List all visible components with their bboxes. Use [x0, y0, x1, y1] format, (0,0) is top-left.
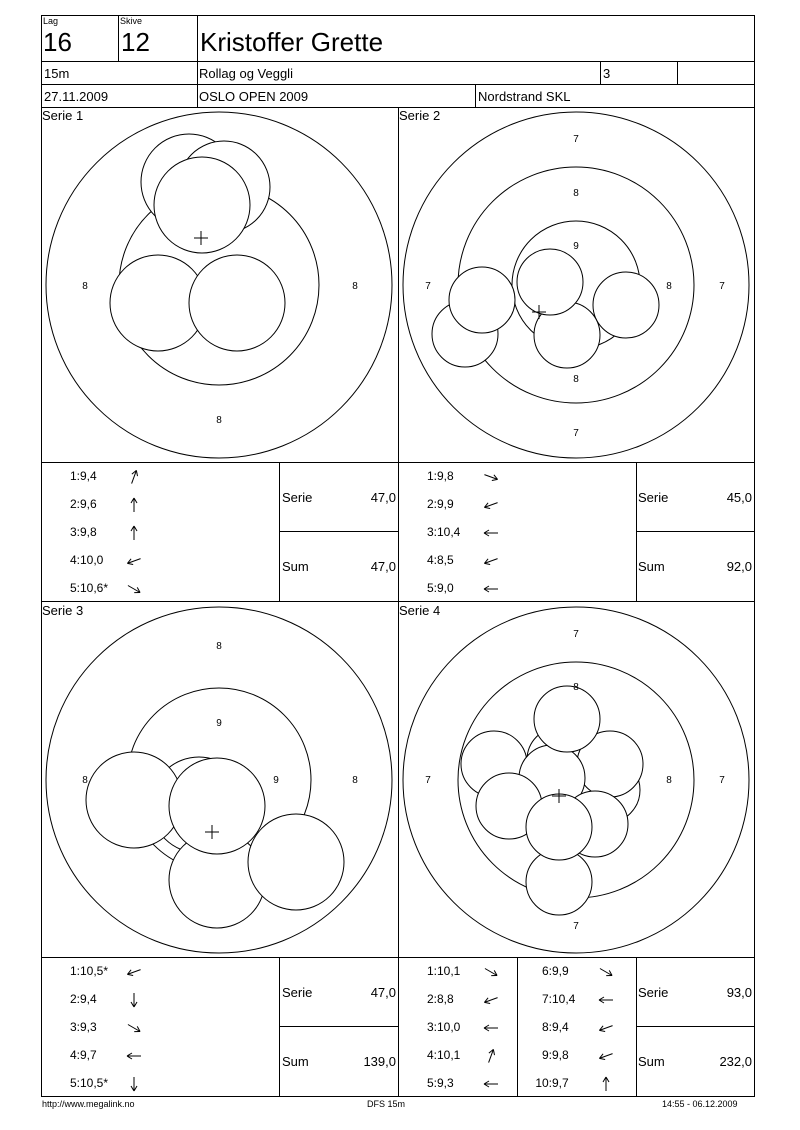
- shot-score: 9,4: [80, 992, 97, 1006]
- ring-label: 8: [666, 281, 672, 292]
- shot-number: 5:: [69, 581, 80, 595]
- ring-label: 8: [666, 775, 672, 786]
- shot-number: 3:: [69, 525, 80, 539]
- shot-number: 3:: [426, 525, 437, 539]
- shot-number: 2:: [69, 497, 80, 511]
- shot-row: [530, 1017, 615, 1037]
- ring-label: 7: [719, 775, 725, 786]
- serie-2-serie-value: 45,0: [726, 490, 752, 505]
- serie-1-sum-value: 47,0: [370, 559, 396, 574]
- shot-row: [417, 961, 500, 981]
- direction-arrow-icon: [125, 1048, 143, 1064]
- shot-score: 10,1: [437, 964, 461, 978]
- shot-row: [417, 1073, 500, 1093]
- distance: 15m: [44, 66, 70, 81]
- direction-arrow-icon: [482, 581, 500, 597]
- direction-arrow-icon: [125, 964, 143, 980]
- direction-arrow-icon: [125, 581, 143, 597]
- range-name: Nordstrand SKL: [478, 89, 571, 104]
- direction-arrow-icon: [125, 469, 143, 485]
- shot-number: 1:: [69, 469, 80, 483]
- direction-arrow-icon: [125, 992, 143, 1008]
- serie-3-title: Serie 3: [42, 603, 84, 618]
- club: Rollag og Veggli: [199, 66, 293, 81]
- shot-list-serie-2: [417, 466, 627, 596]
- direction-arrow-icon: [125, 497, 143, 513]
- shot-number: 3:: [426, 1020, 437, 1034]
- ring-label: 8: [82, 281, 88, 292]
- skive-label: Skive: [120, 16, 143, 26]
- competition: OSLO OPEN 2009: [199, 89, 309, 104]
- ring-label: 8: [573, 188, 579, 199]
- shot-number: 5:: [426, 581, 437, 595]
- shot-number: 7:: [541, 992, 552, 1006]
- shot-number: 1:: [426, 469, 437, 483]
- serie-2-serie-label: Serie: [638, 490, 669, 505]
- shot-row: [417, 550, 500, 570]
- direction-arrow-icon: [482, 1048, 500, 1064]
- shot-row: [530, 1073, 615, 1093]
- shooter-name: Kristoffer Grette: [200, 27, 384, 57]
- direction-arrow-icon: [125, 1076, 143, 1092]
- shot-number: 2:: [69, 992, 80, 1006]
- shot-number: 5:: [69, 1076, 80, 1090]
- shot-number: 4:: [426, 1048, 437, 1062]
- lag-value: 16: [43, 27, 72, 57]
- shot-score: 8,8: [437, 992, 454, 1006]
- shot-row: [60, 466, 143, 486]
- shot-row: [60, 1017, 143, 1037]
- shot-row: [417, 989, 500, 1009]
- shot-score: 10,0: [80, 553, 104, 567]
- shot-number: 1:: [69, 964, 80, 978]
- ring-label: 8: [352, 281, 358, 292]
- ring-label: 8: [573, 374, 579, 385]
- shot-score: 10,0: [437, 1020, 461, 1034]
- shot-score: 9,7: [80, 1048, 97, 1062]
- ring-label: 7: [573, 134, 579, 145]
- shot-score: 9,9: [552, 964, 569, 978]
- shot-row: [417, 1017, 500, 1037]
- shot-row: [60, 550, 143, 570]
- shot-score: 9,4: [80, 469, 97, 483]
- direction-arrow-icon: [482, 469, 500, 485]
- serie-1-serie-value: 47,0: [370, 490, 396, 505]
- serie-3-sum-label: Sum: [282, 1054, 309, 1069]
- shot-row: [60, 522, 143, 542]
- ring-label: 7: [573, 629, 579, 640]
- shot-row: [60, 578, 143, 598]
- shot-score: 10,1: [437, 1048, 461, 1062]
- ring-label: 9: [216, 718, 222, 729]
- ring-label: 7: [425, 281, 431, 292]
- serie-1-title: Serie 1: [42, 108, 84, 123]
- shot-score: 8,5: [437, 553, 454, 567]
- ring-label: 8: [216, 415, 222, 426]
- serie-4-title: Serie 4: [399, 603, 441, 618]
- serie-2-sum-label: Sum: [638, 559, 665, 574]
- direction-arrow-icon: [482, 1020, 500, 1036]
- shot-row: [60, 961, 143, 981]
- footer-program: DFS 15m: [367, 1099, 406, 1109]
- shot-list-serie-4-extra: [530, 961, 630, 1091]
- serie-2-title: Serie 2: [399, 108, 441, 123]
- shot-score: 9,8: [552, 1048, 569, 1062]
- shot-row: [417, 494, 500, 514]
- shot-row: [530, 961, 615, 981]
- serie-4-serie-value: 93,0: [726, 985, 752, 1000]
- ring-label: 8: [573, 682, 579, 693]
- shot-score: 9,7: [552, 1076, 569, 1090]
- direction-arrow-icon: [125, 553, 143, 569]
- shot-score: 9,6: [80, 497, 97, 511]
- direction-arrow-icon: [482, 525, 500, 541]
- ring-label: 7: [573, 921, 579, 932]
- shot-number: 2:: [426, 497, 437, 511]
- direction-arrow-icon: [597, 1048, 615, 1064]
- shot-score: 10,4: [552, 992, 576, 1006]
- ring-label: 7: [573, 428, 579, 439]
- direction-arrow-icon: [597, 992, 615, 1008]
- shot-score: 9,8: [80, 525, 97, 539]
- shot-number: 4:: [426, 553, 437, 567]
- direction-arrow-icon: [482, 1076, 500, 1092]
- shot-row: [417, 578, 500, 598]
- shot-number: 4:: [69, 553, 80, 567]
- shot-number: 4:: [69, 1048, 80, 1062]
- direction-arrow-icon: [125, 525, 143, 541]
- shot-hole: [526, 794, 592, 860]
- date: 27.11.2009: [44, 89, 109, 104]
- ring-label: 9: [273, 775, 279, 786]
- shot-row: [60, 1045, 143, 1065]
- serie-4-sum-label: Sum: [638, 1054, 665, 1069]
- shot-row: [60, 494, 143, 514]
- ring-label: 9: [573, 241, 579, 252]
- serie-3-serie-label: Serie: [282, 985, 313, 1000]
- shot-score: 9,9: [437, 497, 454, 511]
- shot-score: 10,4: [437, 525, 461, 539]
- shot-number: 1:: [426, 964, 437, 978]
- serie-3-serie-value: 47,0: [370, 985, 396, 1000]
- direction-arrow-icon: [125, 1020, 143, 1036]
- shot-number: 10:: [535, 1076, 552, 1090]
- shot-row: [60, 989, 143, 1009]
- shot-row: [530, 1045, 615, 1065]
- lag-label: Lag: [43, 16, 59, 26]
- shot-score: 9,4: [552, 1020, 569, 1034]
- shot-score: 9,3: [80, 1020, 97, 1034]
- shot-score: 9,8: [437, 469, 454, 483]
- shot-score: 9,3: [437, 1076, 454, 1090]
- footer-url: http://www.megalink.no: [42, 1099, 135, 1109]
- shot-row: [417, 466, 500, 486]
- shot-hole: [534, 686, 600, 752]
- shot-number: 6:: [541, 964, 552, 978]
- serie-4-sum-value: 232,0: [719, 1054, 752, 1069]
- serie-4-serie-label: Serie: [638, 985, 669, 1000]
- shot-number: 9:: [541, 1048, 552, 1062]
- shot-number: 2:: [426, 992, 437, 1006]
- shot-list-serie-4: [417, 961, 517, 1091]
- shot-row: [60, 1073, 143, 1093]
- direction-arrow-icon: [597, 1076, 615, 1092]
- direction-arrow-icon: [597, 1020, 615, 1036]
- direction-arrow-icon: [482, 992, 500, 1008]
- shot-number: 5:: [426, 1076, 437, 1090]
- shot-score: 10,6*: [80, 581, 109, 595]
- direction-arrow-icon: [597, 964, 615, 980]
- direction-arrow-icon: [482, 497, 500, 513]
- serie-2-sum-value: 92,0: [726, 559, 752, 574]
- shot-list-serie-1: [60, 466, 270, 596]
- ring-label: 7: [425, 775, 431, 786]
- ring-label: 7: [719, 281, 725, 292]
- serie-3-sum-value: 139,0: [363, 1054, 396, 1069]
- ring-label: 8: [216, 641, 222, 652]
- shot-score: 9,0: [437, 581, 454, 595]
- shot-number: 3:: [69, 1020, 80, 1034]
- shot-score: 10,5*: [80, 1076, 109, 1090]
- direction-arrow-icon: [482, 553, 500, 569]
- class-value: 3: [603, 66, 611, 81]
- shot-row: [417, 1045, 500, 1065]
- ring-label: 8: [82, 775, 88, 786]
- shot-row: [530, 989, 615, 1009]
- ring-label: 8: [352, 775, 358, 786]
- shot-number: 8:: [541, 1020, 552, 1034]
- skive-value: 12: [121, 27, 150, 57]
- shot-row: [417, 522, 500, 542]
- direction-arrow-icon: [482, 964, 500, 980]
- shot-list-serie-3: [60, 961, 270, 1091]
- serie-1-serie-label: Serie: [282, 490, 313, 505]
- footer-timestamp: 14:55 - 06.12.2009: [662, 1099, 738, 1109]
- shot-score: 10,5*: [80, 964, 109, 978]
- serie-1-sum-label: Sum: [282, 559, 309, 574]
